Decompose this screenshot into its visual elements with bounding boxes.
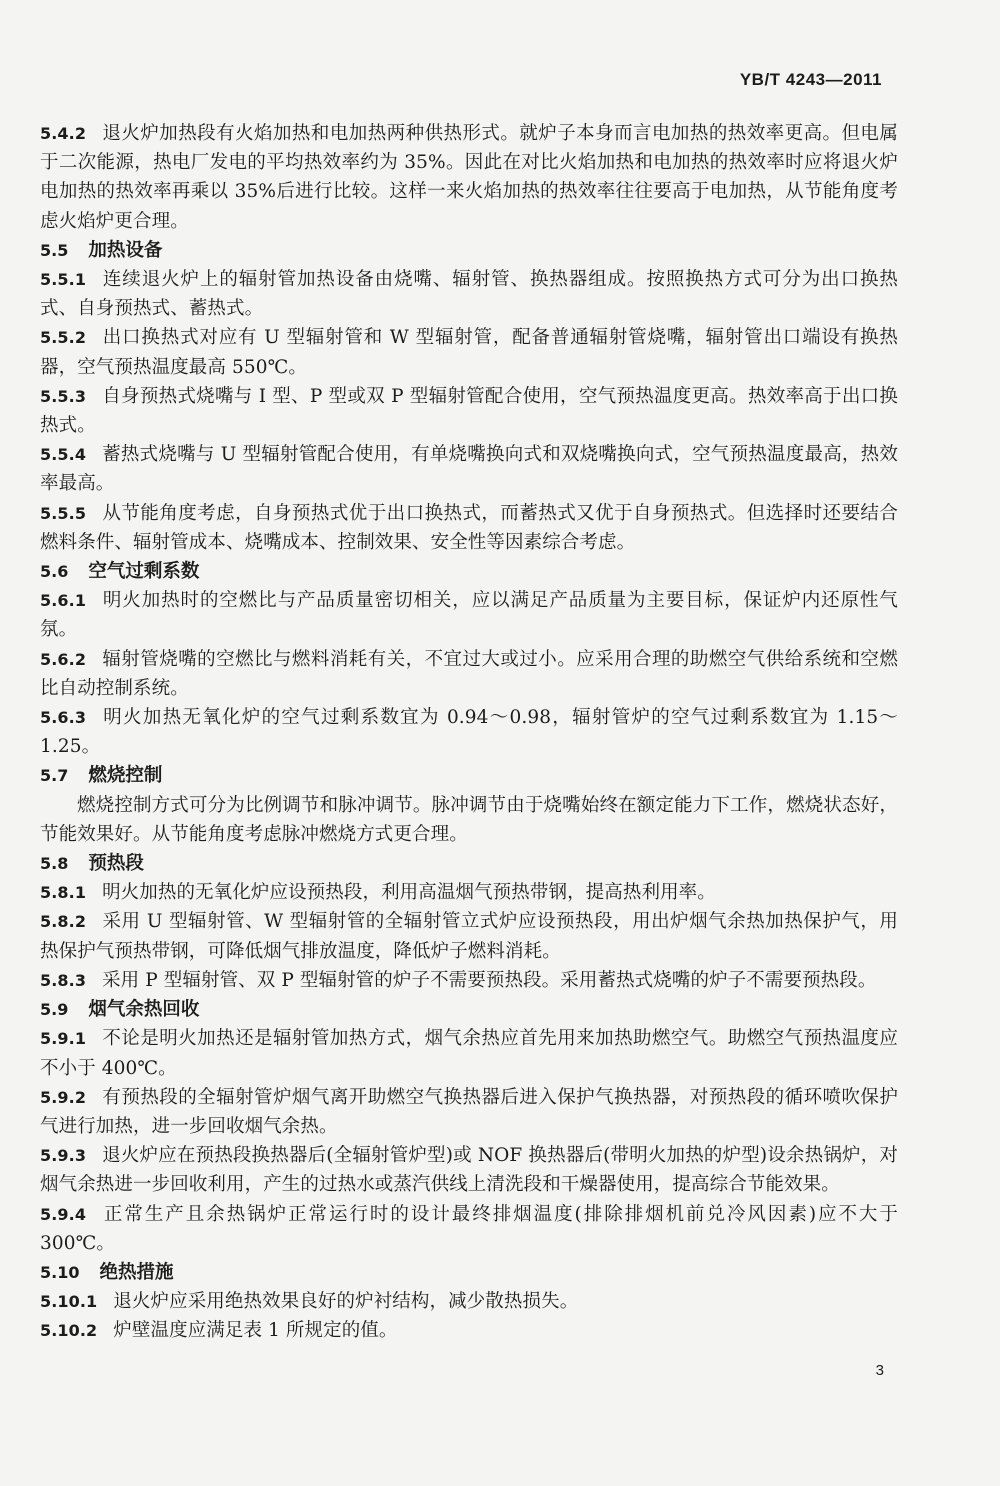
clause-text: 辐射管烧嘴的空燃比与燃料消耗有关，不宜过大或过小。应采用合理的助燃空气供给系统和空燃比自动控制系统。 bbox=[40, 648, 898, 699]
clause-paragraph bbox=[40, 878, 898, 907]
section-number: 5.8 bbox=[40, 854, 69, 874]
clause-paragraph bbox=[40, 907, 898, 965]
clause-paragraph bbox=[40, 791, 898, 849]
clause-paragraph bbox=[40, 1141, 898, 1199]
clause-paragraph bbox=[40, 966, 898, 995]
section-title: 绝热措施 bbox=[99, 1261, 174, 1283]
clause-paragraph bbox=[40, 440, 898, 498]
page-number: 3 bbox=[875, 1362, 884, 1379]
clause-paragraph bbox=[40, 586, 898, 644]
clause-number: 5.8.3 bbox=[40, 970, 87, 990]
clause-paragraph bbox=[40, 323, 898, 381]
clause-number: 5.8.2 bbox=[40, 912, 87, 932]
section-heading bbox=[40, 849, 898, 878]
clause-text: 退火炉加热段有火焰加热和电加热两种供热形式。就炉子本身而言电加热的热效率更高。但电属于二次能源，热电厂发电的平均热效率约为 35%。因此在对比火焰加热和电加热的热效率时应将退火炉电加热的热效率再乘以 35%后进行比较。这样一来火焰加热的热效率往往要高于电加热，从节能角度考虑火焰炉更合理。 bbox=[40, 123, 898, 232]
clause-number: 5.9.1 bbox=[40, 1029, 87, 1049]
clause-number: 5.6.2 bbox=[40, 649, 87, 669]
clause-number: 5.5.4 bbox=[40, 445, 87, 465]
section-number: 5.9 bbox=[40, 1000, 69, 1020]
clause-number: 5.4.2 bbox=[40, 124, 87, 143]
clause-paragraph bbox=[40, 119, 898, 236]
clause-text: 采用 P 型辐射管、双 P 型辐射管的炉子不需要预热段。采用蓄热式烧嘴的炉子不需要预热段。 bbox=[102, 969, 877, 991]
clause-paragraph bbox=[40, 1200, 898, 1258]
clause-paragraph bbox=[40, 703, 898, 761]
clause-text: 从节能角度考虑，自身预热式优于出口换热式，而蓄热式又优于自身预热式。但选择时还要结合燃料条件、辐射管成本、烧嘴成本、控制效果、安全性等因素综合考虑。 bbox=[40, 502, 898, 553]
clause-number: 5.6.1 bbox=[40, 591, 87, 611]
section-heading bbox=[40, 236, 898, 265]
section-heading bbox=[40, 1258, 898, 1287]
clause-paragraph bbox=[40, 1024, 898, 1082]
clause-text: 退火炉应在预热段换热器后(全辐射管炉型)或 NOF 换热器后(带明火加热的炉型)设余热锅炉，对烟气余热进一步回收利用，产生的过热水或蒸汽供线上清洗段和干燥器使用，提高综合节能效果。 bbox=[40, 1145, 898, 1196]
section-title: 预热段 bbox=[88, 853, 144, 875]
clause-number: 5.5.1 bbox=[40, 270, 87, 290]
clause-number: 5.8.1 bbox=[40, 883, 87, 903]
clause-text: 采用 U 型辐射管、W 型辐射管的全辐射管立式炉应设预热段，用出炉烟气余热加热保护气，用热保护气预热带钢，可降低烟气排放温度，降低炉子燃料消耗。 bbox=[40, 911, 898, 962]
section-title: 燃烧控制 bbox=[88, 765, 163, 787]
clause-text: 退火炉应采用绝热效果良好的炉衬结构，减少散热损失。 bbox=[113, 1291, 579, 1313]
standard-code: YB/T 4243—2011 bbox=[739, 70, 882, 89]
section-heading bbox=[40, 761, 898, 790]
clause-paragraph bbox=[40, 1083, 898, 1141]
clause-text: 燃烧控制方式可分为比例调节和脉冲调节。脉冲调节由于烧嘴始终在额定能力下工作，燃烧状态好，节能效果好。从节能角度考虑脉冲燃烧方式更合理。 bbox=[40, 794, 898, 845]
clause-number: 5.9.4 bbox=[40, 1204, 87, 1224]
clause-text: 明火加热无氧化炉的空气过剩系数宜为 0.94～0.98，辐射管炉的空气过剩系数宜为 1.15～1.25。 bbox=[40, 707, 898, 758]
clause-number: 5.10.2 bbox=[40, 1321, 98, 1341]
clause-text: 连续退火炉上的辐射管加热设备由烧嘴、辐射管、换热器组成。按照换热方式可分为出口换热式、自身预热式、蓄热式。 bbox=[40, 269, 898, 320]
section-number: 5.7 bbox=[40, 766, 69, 786]
section-number: 5.5 bbox=[40, 240, 69, 260]
clause-paragraph bbox=[40, 382, 898, 440]
clause-text: 自身预热式烧嘴与 I 型、P 型或双 P 型辐射管配合使用，空气预热温度更高。热效率高于出口换热式。 bbox=[40, 385, 898, 437]
clause-text: 明火加热的无氧化炉应设预热段，利用高温烟气预热带钢，提高热利用率。 bbox=[102, 882, 716, 904]
clause-paragraph bbox=[40, 1316, 898, 1345]
clause-text: 出口换热式对应有 U 型辐射管和 W 型辐射管，配备普通辐射管烧嘴，辐射管出口端设有换热器，空气预热温度最高 550℃。 bbox=[40, 327, 898, 378]
document-body bbox=[40, 119, 898, 1346]
clause-number: 5.5.3 bbox=[40, 386, 87, 406]
section-heading bbox=[40, 995, 898, 1024]
clause-number: 5.10.1 bbox=[40, 1292, 98, 1312]
clause-text: 不论是明火加热还是辐射管加热方式，烟气余热应首先用来加热助燃空气。助燃空气预热温度应不小于 400℃。 bbox=[40, 1028, 898, 1079]
clause-text: 明火加热时的空燃比与产品质量密切相关，应以满足产品质量为主要目标，保证炉内还原性气氛。 bbox=[40, 590, 898, 641]
clause-text: 蓄热式烧嘴与 U 型辐射管配合使用，有单烧嘴换向式和双烧嘴换向式，空气预热温度最高，热效率最高。 bbox=[40, 444, 898, 495]
section-number: 5.10 bbox=[40, 1262, 80, 1282]
clause-number: 5.9.2 bbox=[40, 1087, 87, 1107]
section-title: 烟气余热回收 bbox=[88, 999, 200, 1021]
clause-number: 5.9.3 bbox=[40, 1146, 87, 1166]
section-number: 5.6 bbox=[40, 562, 69, 582]
clause-text: 正常生产且余热锅炉正常运行时的设计最终排烟温度(排除排烟机前兑冷风因素)应不大于 300℃。 bbox=[40, 1203, 898, 1254]
section-title: 加热设备 bbox=[88, 239, 163, 261]
clause-number: 5.6.3 bbox=[40, 708, 87, 728]
clause-paragraph bbox=[40, 265, 898, 323]
clause-number: 5.5.2 bbox=[40, 328, 87, 348]
clause-text: 炉壁温度应满足表 1 所规定的值。 bbox=[113, 1320, 398, 1342]
clause-paragraph bbox=[40, 645, 898, 703]
clause-text: 有预热段的全辐射管炉烟气离开助燃空气换热器后进入保护气换热器，对预热段的循环喷吹保护气进行加热，进一步回收烟气余热。 bbox=[40, 1086, 898, 1137]
clause-paragraph bbox=[40, 499, 898, 557]
section-heading bbox=[40, 557, 898, 586]
section-title: 空气过剩系数 bbox=[88, 561, 200, 583]
clause-paragraph bbox=[40, 1287, 898, 1316]
clause-number: 5.5.5 bbox=[40, 503, 87, 523]
